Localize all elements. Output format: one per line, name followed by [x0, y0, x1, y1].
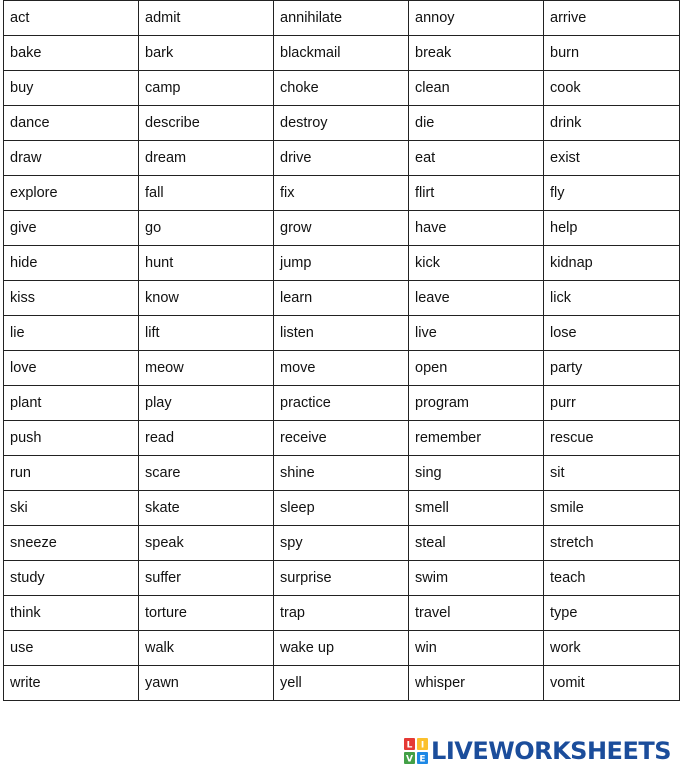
verb-cell: plant	[4, 386, 139, 421]
verb-cell: whisper	[409, 666, 544, 701]
verb-cell: meow	[139, 351, 274, 386]
table-row	[4, 36, 680, 71]
verb-cell: hunt	[139, 246, 274, 281]
verb-cell: describe	[139, 106, 274, 141]
verb-cell: spy	[274, 526, 409, 561]
verb-cell: yawn	[139, 666, 274, 701]
verb-cell: play	[139, 386, 274, 421]
verb-cell: dream	[139, 141, 274, 176]
verb-cell: purr	[544, 386, 680, 421]
liveworksheets-logo-icon	[404, 738, 428, 764]
verb-cell: go	[139, 211, 274, 246]
verb-cell: learn	[274, 281, 409, 316]
verb-cell: vomit	[544, 666, 680, 701]
verb-cell: write	[4, 666, 139, 701]
verb-cell: hide	[4, 246, 139, 281]
table-row	[4, 421, 680, 456]
verb-cell: live	[409, 316, 544, 351]
table-row	[4, 526, 680, 561]
verb-cell: die	[409, 106, 544, 141]
verb-cell: break	[409, 36, 544, 71]
verb-cell: grow	[274, 211, 409, 246]
verb-cell: walk	[139, 631, 274, 666]
verb-cell: kiss	[4, 281, 139, 316]
verb-cell: yell	[274, 666, 409, 701]
verb-cell: skate	[139, 491, 274, 526]
table-row	[4, 1, 680, 36]
verb-cell: party	[544, 351, 680, 386]
verb-cell: surprise	[274, 561, 409, 596]
verb-cell: open	[409, 351, 544, 386]
verb-cell: kidnap	[544, 246, 680, 281]
verb-cell: receive	[274, 421, 409, 456]
verb-cell: annihilate	[274, 1, 409, 36]
verb-cell: destroy	[274, 106, 409, 141]
verb-cell: practice	[274, 386, 409, 421]
verb-cell: kick	[409, 246, 544, 281]
verb-cell: push	[4, 421, 139, 456]
svg-text:V: V	[406, 754, 414, 764]
verb-cell: steal	[409, 526, 544, 561]
verb-cell: drive	[274, 141, 409, 176]
verb-cell: clean	[409, 71, 544, 106]
verb-cell: wake up	[274, 631, 409, 666]
verb-table	[3, 0, 680, 701]
verb-cell: lift	[139, 316, 274, 351]
verb-cell: blackmail	[274, 36, 409, 71]
table-row	[4, 281, 680, 316]
verb-cell: burn	[544, 36, 680, 71]
verb-cell: torture	[139, 596, 274, 631]
verb-table-body	[4, 1, 680, 701]
verb-cell: sleep	[274, 491, 409, 526]
verb-cell: sit	[544, 456, 680, 491]
verb-cell: remember	[409, 421, 544, 456]
verb-cell: fall	[139, 176, 274, 211]
verb-cell: suffer	[139, 561, 274, 596]
verb-cell: listen	[274, 316, 409, 351]
verb-cell: drink	[544, 106, 680, 141]
table-row	[4, 176, 680, 211]
verb-cell: teach	[544, 561, 680, 596]
table-row	[4, 141, 680, 176]
table-row	[4, 631, 680, 666]
verb-cell: ski	[4, 491, 139, 526]
verb-cell: exist	[544, 141, 680, 176]
verb-cell: admit	[139, 1, 274, 36]
verb-cell: bark	[139, 36, 274, 71]
table-row	[4, 316, 680, 351]
liveworksheets-logo-text: LIVEWORKSHEETS	[431, 737, 671, 765]
verb-cell: run	[4, 456, 139, 491]
verb-cell: study	[4, 561, 139, 596]
table-row	[4, 351, 680, 386]
verb-cell: explore	[4, 176, 139, 211]
verb-cell: work	[544, 631, 680, 666]
verb-cell: swim	[409, 561, 544, 596]
verb-cell: arrive	[544, 1, 680, 36]
verb-cell: stretch	[544, 526, 680, 561]
verb-cell: win	[409, 631, 544, 666]
verb-cell: camp	[139, 71, 274, 106]
verb-cell: smile	[544, 491, 680, 526]
verb-cell: fix	[274, 176, 409, 211]
table-row	[4, 386, 680, 421]
verb-cell: sneeze	[4, 526, 139, 561]
verb-cell: shine	[274, 456, 409, 491]
table-row	[4, 561, 680, 596]
verb-cell: act	[4, 1, 139, 36]
verb-cell: smell	[409, 491, 544, 526]
verb-cell: sing	[409, 456, 544, 491]
verb-cell: use	[4, 631, 139, 666]
verb-cell: lick	[544, 281, 680, 316]
verb-cell: bake	[4, 36, 139, 71]
verb-cell: eat	[409, 141, 544, 176]
verb-cell: jump	[274, 246, 409, 281]
verb-cell: rescue	[544, 421, 680, 456]
verb-cell: dance	[4, 106, 139, 141]
verb-cell: know	[139, 281, 274, 316]
table-row	[4, 456, 680, 491]
worksheet	[3, 0, 680, 701]
verb-cell: flirt	[409, 176, 544, 211]
verb-cell: fly	[544, 176, 680, 211]
svg-text:I: I	[420, 740, 425, 751]
verb-cell: lose	[544, 316, 680, 351]
table-row	[4, 491, 680, 526]
verb-cell: trap	[274, 596, 409, 631]
verb-cell: lie	[4, 316, 139, 351]
verb-cell: speak	[139, 526, 274, 561]
svg-text:L: L	[406, 740, 413, 751]
verb-cell: love	[4, 351, 139, 386]
verb-cell: have	[409, 211, 544, 246]
liveworksheets-logo	[404, 736, 671, 766]
table-row	[4, 666, 680, 701]
verb-cell: move	[274, 351, 409, 386]
verb-cell: annoy	[409, 1, 544, 36]
verb-cell: buy	[4, 71, 139, 106]
verb-cell: think	[4, 596, 139, 631]
verb-cell: draw	[4, 141, 139, 176]
verb-cell: program	[409, 386, 544, 421]
svg-text:E: E	[419, 754, 426, 764]
table-row	[4, 211, 680, 246]
verb-cell: type	[544, 596, 680, 631]
verb-cell: read	[139, 421, 274, 456]
verb-cell: choke	[274, 71, 409, 106]
verb-cell: leave	[409, 281, 544, 316]
table-row	[4, 596, 680, 631]
table-row	[4, 106, 680, 141]
verb-cell: cook	[544, 71, 680, 106]
verb-cell: scare	[139, 456, 274, 491]
table-row	[4, 71, 680, 106]
verb-cell: travel	[409, 596, 544, 631]
table-row	[4, 246, 680, 281]
verb-cell: help	[544, 211, 680, 246]
verb-cell: give	[4, 211, 139, 246]
